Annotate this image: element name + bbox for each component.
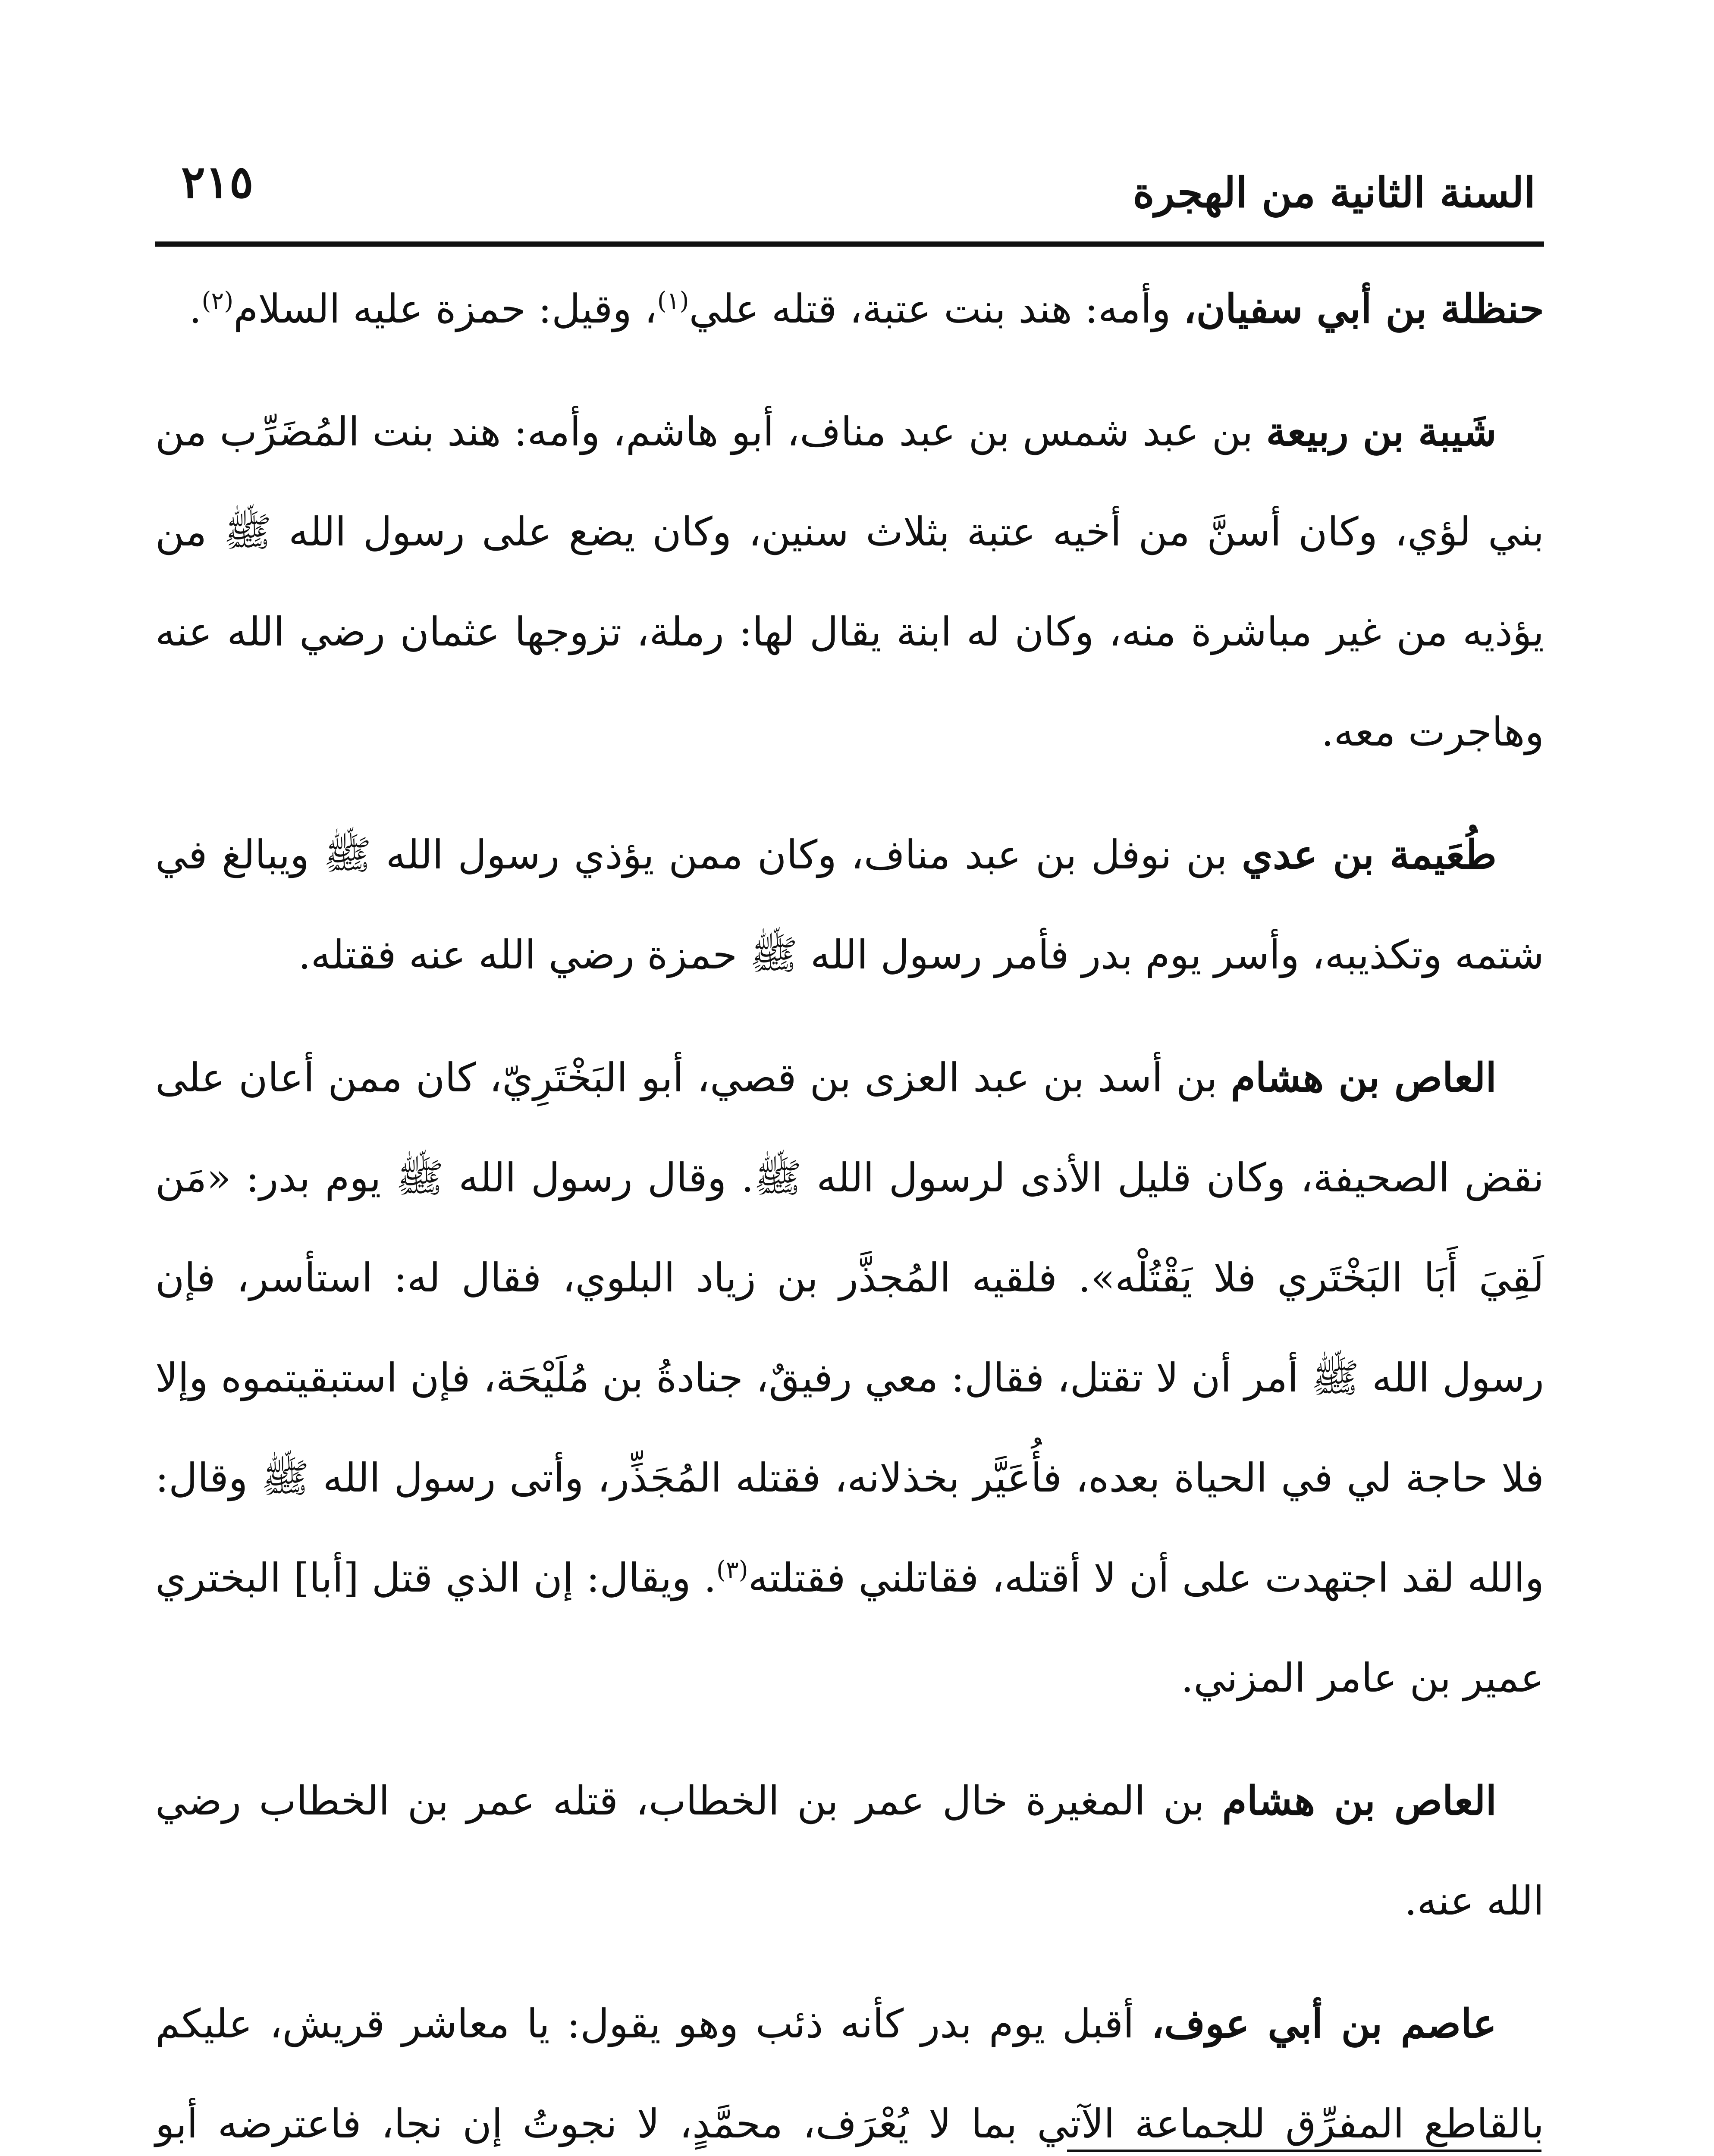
entry-text: وأمه: هند بنت عتبة، قتله علي [689,286,1183,332]
paragraph-as-bin-hisham-2 [155,1751,1544,1951]
footnote-divider [1067,2150,1541,2152]
entry-name: طُعَيمة بن عدي [1242,831,1497,878]
entry-name: حنظلة بن أبي سفيان، [1183,285,1544,332]
footnote-marker: (٣) [716,1556,748,1584]
entry-name: عاصم بن أبي عوف، [1151,2000,1497,2047]
paragraph-hanzala [155,259,1544,359]
paragraph-tuayma [155,805,1544,1005]
paragraph-shayba [155,382,1544,782]
main-text [155,259,1544,2156]
page-number: ٢١٥ [181,155,254,208]
entry-text: أقبل يوم بدر كأنه ذئب وهو يقول: يا معاشر قريش، عليكم بالقاطع المفرِّق للجماعة الآتي بما لا يُعْرَف، محمَّدٍ، لا نجوتُ إن نجا، فاعترضه أبو [155,2001,1544,2147]
entry-text: بن نوفل بن عبد مناف، وكان ممن يؤذي رسول الله ﷺ ويبالغ في شتمه وتكذيبه، وأسر يوم بدر فأمر رسول الله ﷺ حمزة رضي الله عنه فقتله. [155,832,1544,978]
entry-text: بن أسد بن عبد العزى بن قصي، أبو البَخْتَرِيّ، كان ممن أعان على نقض الصحيفة، وكان قليل الأذى لرسول الله ﷺ. وقال رسول الله ﷺ يوم بدر: «مَن لَقِيَ أَبَا البَخْتَري فلا يَقْتُلْه». فلقيه المُجذَّر بن زياد البلوي، فقال له: استأسر، فإن رسول الله ﷺ أمر أن لا تقتل، فقال: معي رفيقٌ، جنادةُ بن مُلَيْحَة، فإن استبقيتموه وإلا فلا حاجة لي في الحياة بعده، فأُعَيَّر بخذلانه، فقتله المُجَذِّر، وأتى رسول الله ﷺ وقال: والله لقد اجتهدت على أن لا أقتله، فقاتلني فقتلته [155,1055,1544,1601]
paragraph-asim [155,1974,1544,2156]
footnote-marker: (٢) [201,287,234,315]
page-header [155,147,1544,247]
entry-name: العاص بن هشام [1222,1777,1497,1824]
entry-name: العاص بن هشام [1231,1054,1497,1101]
entry-name: شَيبة بن ربيعة [1266,408,1497,455]
entry-text: بن عبد شمس بن عبد مناف، أبو هاشم، وأمه: هند بنت المُضَرِّب من بني لؤي، وكان أسنَّ من أخيه عتبة بثلاث سنين، وكان يضع على رسول الله ﷺ من يؤذيه من غير مباشرة منه، وكان له ابنة يقال لها: رملة، تزوجها عثمان رضي الله عنه وهاجرت معه. [155,409,1544,755]
entry-text: . ويقال: إن الذي قتل [أبا] البختري عمير بن عامر المزني. [155,1555,1544,1701]
entry-text: ، وقيل: حمزة عليه السلام [233,286,657,332]
entry-text: . [189,286,202,332]
running-title: السنة الثانية من الهجرة [1133,168,1535,217]
footnote-marker: (١) [657,287,689,315]
entry-text: بن المغيرة خال عمر بن الخطاب، قتله عمر بن الخطاب رضي الله عنه. [155,1778,1544,1924]
paragraph-as-bin-hisham-1 [155,1028,1544,1728]
